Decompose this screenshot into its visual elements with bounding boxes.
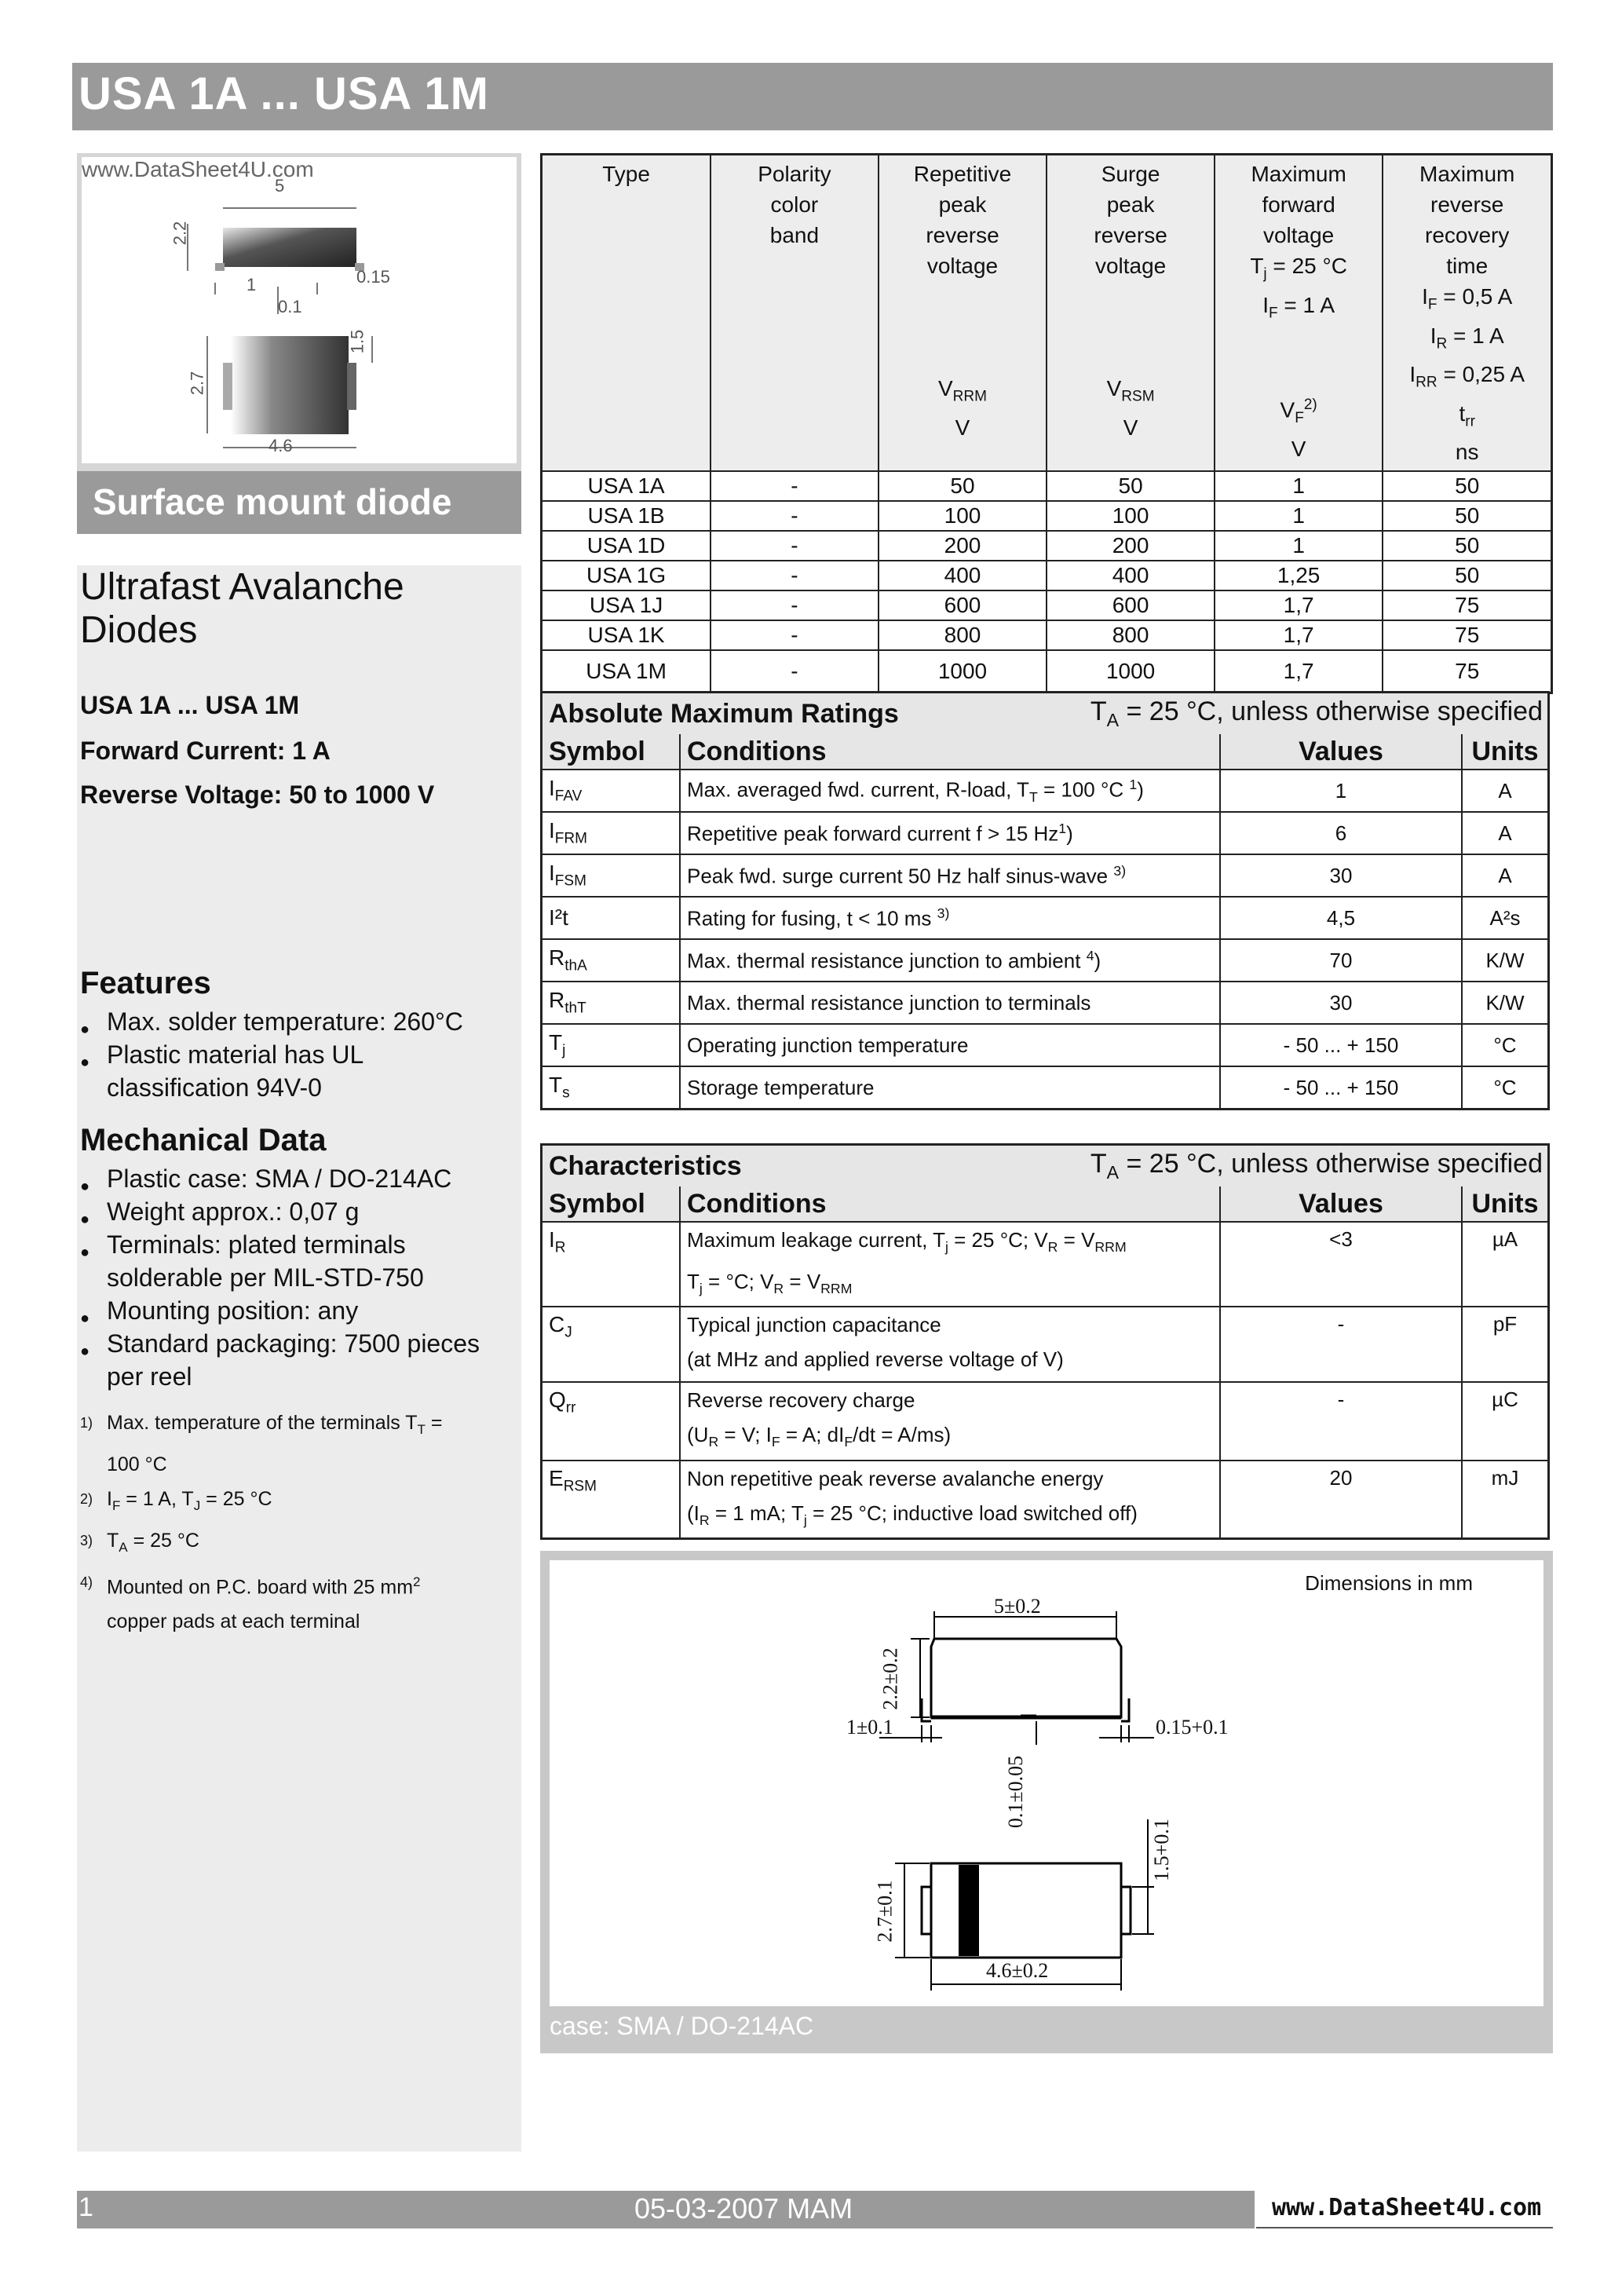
mechanical-data-list [80, 1162, 520, 1393]
dimensions-label: Dimensions in mm [1305, 1571, 1473, 1595]
table-header-row: Symbol Conditions Values Units [542, 734, 1547, 770]
diode-side-view-icon [223, 228, 356, 267]
left-info-panel [77, 565, 521, 2152]
table-row: USA 1G - 400 400 1,25 50 [542, 561, 1552, 590]
bullet-icon: ● [80, 1343, 90, 1360]
type-table-header-row [542, 155, 1552, 472]
photo-dim-label: 2.7 [187, 371, 207, 396]
diode-top-view-icon [231, 336, 349, 434]
footnote-4-cont: copper pads at each terminal [107, 1610, 360, 1633]
list-item: ● Mounting position: any [80, 1294, 520, 1327]
dimension-lead: 1±0.1 [846, 1716, 893, 1738]
package-outline-drawing [550, 1560, 1543, 2006]
list-item: ● Terminals: plated terminals [80, 1228, 520, 1261]
bullet-icon: ● [80, 1021, 90, 1038]
case-label: case: SMA / DO-214AC [550, 2012, 814, 2040]
forward-current: Forward Current: 1 A [80, 737, 331, 765]
footnote-1: 1) Max. temperature of the terminals $T_T$ = [80, 1412, 443, 1437]
mechanical-data-title: Mechanical Data [80, 1123, 327, 1157]
bullet-icon: ● [80, 1211, 90, 1228]
bullet-icon: ● [80, 1310, 90, 1327]
table-condition: $T_A = 25$ °C, unless otherwise specified [1090, 1149, 1543, 1183]
table-row: $T_s$ Storage temperature - 50 ... + 150 °C [542, 1066, 1547, 1108]
footnote-4: 4) Mounted on P.C. board with 25 $mm^2$ [80, 1574, 421, 1599]
table-row: $I_{FSM}$ Peak fwd. surge current 50 Hz half sinus-wave $^{3)}$ 30 A [542, 854, 1547, 897]
table-row: USA 1J - 600 600 1,7 75 [542, 590, 1552, 620]
list-item: ● Standard packaging: 7500 pieces [80, 1327, 520, 1360]
table-row: $T_j$ Operating junction temperature - 50 ... + 150 °C [542, 1024, 1547, 1066]
photo-dim-label: 0.15 [356, 267, 390, 287]
dimension-drawing [550, 1560, 1543, 2006]
footnote-3: 3) $T_A = 25$ °C [80, 1530, 199, 1555]
table-title-row [542, 1146, 1547, 1186]
footnote-1-cont: 100 °C [107, 1453, 167, 1475]
table-row: $I_{FAV}$ Max. averaged fwd. current, R-load, $T_T = 100$ °C $^1$) 1 A [542, 770, 1547, 812]
table-row: I²t Rating for fusing, t < 10 ms $^{3)}$ 4,5 A²s [542, 897, 1547, 939]
dimension-body-width: 2.7±0.1 [873, 1880, 897, 1943]
dimension-lead-width: 1.5+0.1 [1149, 1819, 1173, 1881]
subtitle: Surface mount diode [93, 481, 452, 522]
table-header-row: Symbol Conditions Values Units [542, 1186, 1547, 1222]
bullet-icon: ● [80, 1178, 90, 1195]
list-item: ● Plastic case: SMA / DO-214AC [80, 1162, 520, 1195]
list-item: ● Plastic material has UL [80, 1038, 520, 1071]
col-surge-voltage: Surge peak reverse voltage $V_{RSM}$ V [1047, 155, 1215, 472]
footnote-2: 2) $I_F = 1$ A, $T_J = 25$ °C [80, 1488, 272, 1513]
watermark-text: www.DataSheet4U.com [82, 157, 314, 181]
photo-dim-label: 2.2 [170, 221, 190, 246]
photo-dim-label: 4.6 [269, 436, 293, 455]
characteristics-table [540, 1143, 1550, 1540]
table-row: $R_{thA}$ Max. thermal resistance junction to ambient $^4$) 70 K/W [542, 939, 1547, 982]
absolute-max-ratings-table [540, 691, 1550, 1110]
dimension-height: 2.2±0.2 [879, 1647, 902, 1710]
photo-dim-label: 1 [247, 275, 257, 294]
table-title: Characteristics [549, 1150, 742, 1181]
table-row: $Q_{rr}$ Reverse recovery charge ($U_R = V$; $I_F = A$; $dI_F/dt = A/ms$) - µC [542, 1382, 1547, 1460]
dimension-body-length: 4.6±0.2 [986, 1959, 1049, 1982]
table-row: $E_{RSM}$ Non repetitive peak reverse avalanche energy ($I_R = 1$ mA; $T_j = 25$ °C; inductive load switched off) 20 mJ [542, 1461, 1547, 1537]
product-heading-line1: Ultrafast Avalanche [80, 566, 404, 608]
page-title: USA 1A ... USA 1M [79, 68, 489, 119]
table-row: $I_{FRM}$ Repetitive peak forward current f > 15 Hz$^1$) 6 A [542, 812, 1547, 854]
footer-website-link[interactable]: www.DataSheet4U.com [1272, 2194, 1542, 2221]
dimension-standoff: 0.1±0.05 [1004, 1755, 1028, 1829]
table-row: USA 1K - 800 800 1,7 75 [542, 620, 1552, 650]
list-item-continuation: classification 94V-0 [107, 1073, 322, 1102]
table-row: $I_R$ Maximum leakage current, $T_j = 25$ °C; $V_R = V_{RRM}$ $T_j = ^\circ C$; $V_R = V_{RRM}$ <3 µA [542, 1222, 1547, 1307]
table-title: Absolute Maximum Ratings [549, 698, 899, 729]
table-row: $R_{thT}$ Max. thermal resistance junction to terminals 30 K/W [542, 982, 1547, 1024]
photo-dim-label: 5 [275, 176, 285, 196]
table-row: $C_J$ Typical junction capacitance (at MHz and applied reverse voltage of V) - pF [542, 1307, 1547, 1382]
table-row: USA 1D - 200 200 1 50 [542, 531, 1552, 561]
table-condition: $T_A = 25$ °C, unless otherwise specified [1090, 696, 1543, 730]
side-view-body [931, 1639, 1121, 1717]
list-item-continuation: solderable per MIL-STD-750 [107, 1263, 424, 1292]
col-repetitive-voltage: Repetitive peak reverse voltage $V_{RRM}$ V [879, 155, 1047, 472]
footnotes [80, 1406, 520, 1639]
dimension-width: 5±0.2 [994, 1595, 1041, 1618]
list-item-continuation: per reel [107, 1362, 192, 1391]
type-table [540, 153, 1553, 694]
page-number: 1 [79, 2192, 93, 2222]
product-photo [82, 157, 517, 463]
col-polarity: Polarity color band [711, 155, 879, 472]
footer-date: 05-03-2007 MAM [634, 2192, 853, 2225]
list-item: ● Weight approx.: 0,07 g [80, 1195, 520, 1228]
col-recovery-time: Maximum reverse recovery time $I_F = 0,5$ A $I_R = 1$ A $I_{RR} = 0,25$ A $t_{rr}$ ns [1383, 155, 1551, 472]
table-row: USA 1M - 1000 1000 1,7 75 [542, 650, 1552, 693]
photo-dim-label: 1.5 [347, 329, 367, 354]
reverse-voltage: Reverse Voltage: 50 to 1000 V [80, 781, 435, 809]
table-row: USA 1A - 50 50 1 50 [542, 471, 1552, 501]
product-heading-line2: Diodes [80, 609, 198, 651]
list-item: ● Max. solder temperature: 260°C [80, 1005, 520, 1038]
bullet-icon: ● [80, 1054, 90, 1071]
part-range: USA 1A ... USA 1M [80, 691, 300, 719]
col-forward-voltage: Maximum forward voltage $T_j = 25$ °C $I_F = 1$ A $V_F^{2)}$ V [1215, 155, 1383, 472]
footer-divider [1256, 2227, 1553, 2228]
bullet-icon: ● [80, 1244, 90, 1261]
col-type: Type [542, 155, 711, 472]
photo-dim-label: 0.1 [278, 297, 302, 316]
features-list [80, 1005, 520, 1104]
features-title: Features [80, 966, 211, 1000]
table-title-row [542, 693, 1547, 734]
polarity-band [959, 1865, 979, 1956]
dimension-lead-thickness: 0.15+0.1 [1156, 1716, 1229, 1738]
table-row: USA 1B - 100 100 1 50 [542, 501, 1552, 531]
